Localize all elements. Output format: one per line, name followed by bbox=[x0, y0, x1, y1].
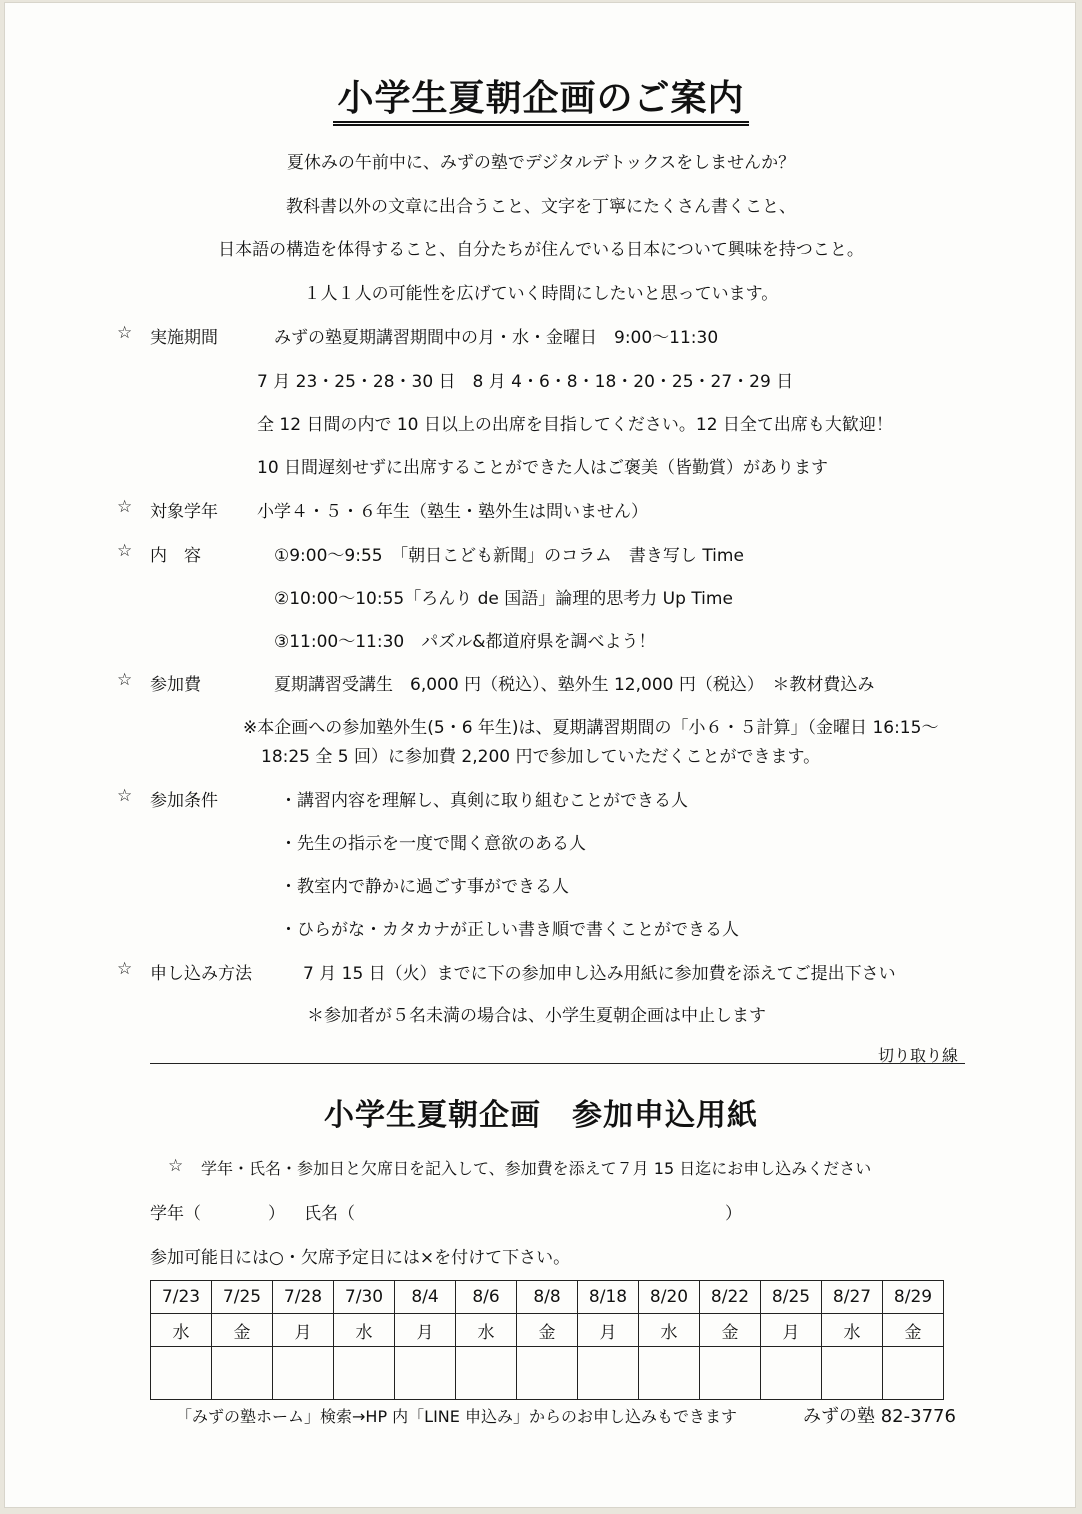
name-label: 氏名（ bbox=[304, 1204, 355, 1224]
date-cell: 8/20 bbox=[639, 1281, 700, 1314]
mark-cell[interactable] bbox=[883, 1347, 944, 1400]
date-cell: 8/27 bbox=[822, 1281, 883, 1314]
content-line-1: ①9:00～9:55 「朝日こども新聞」のコラム 書き写し Time bbox=[274, 546, 744, 566]
conditions-label: 参加条件 bbox=[150, 791, 218, 811]
date-cell: 7/30 bbox=[334, 1281, 395, 1314]
content-label: 内 容 bbox=[150, 546, 201, 566]
date-cell: 8/8 bbox=[517, 1281, 578, 1314]
weekday-cell: 月 bbox=[761, 1314, 822, 1347]
fee-line-2: ※本企画への参加塾外生(5・6 年生)は、夏期講習期間の「小６・５計算」（金曜日 16:15～ bbox=[243, 718, 939, 738]
date-cell: 7/25 bbox=[212, 1281, 273, 1314]
weekday-cell: 月 bbox=[395, 1314, 456, 1347]
fee-label: 参加費 bbox=[150, 675, 201, 695]
conditions-line-4: ・ひらがな・カタカナが正しい書き順で書くことができる人 bbox=[280, 920, 739, 940]
name-close: ） bbox=[725, 1204, 742, 1224]
mark-cell[interactable] bbox=[761, 1347, 822, 1400]
mark-cell[interactable] bbox=[395, 1347, 456, 1400]
mark-cell[interactable] bbox=[334, 1347, 395, 1400]
period-label: 実施期間 bbox=[150, 328, 218, 348]
weekday-cell: 水 bbox=[151, 1314, 212, 1347]
mark-cell[interactable] bbox=[639, 1347, 700, 1400]
cut-line-label: 切り取り線 bbox=[878, 1046, 959, 1065]
footer-contact: みずの塾 82-3776 bbox=[803, 1406, 956, 1427]
intro-line-4: １人１人の可能性を広げていく時間にしたいと思っています。 bbox=[303, 284, 779, 304]
content-line-2: ②10:00～10:55「ろんり de 国語」論理的思考力 Up Time bbox=[274, 589, 733, 609]
mark-row bbox=[151, 1347, 944, 1400]
fee-line-1: 夏期講習受講生 6,000 円（税込）、塾外生 12,000 円（税込） ＊教材費込み bbox=[274, 675, 875, 695]
weekday-cell: 水 bbox=[456, 1314, 517, 1347]
page-title: 小学生夏朝企画のご案内 bbox=[0, 70, 1082, 121]
star-icon: ☆ bbox=[117, 541, 133, 561]
date-cell: 8/4 bbox=[395, 1281, 456, 1314]
attendance-table bbox=[150, 1280, 944, 1400]
weekday-cell: 水 bbox=[334, 1314, 395, 1347]
weekday-cell: 月 bbox=[273, 1314, 334, 1347]
weekday-cell: 水 bbox=[639, 1314, 700, 1347]
weekday-cell: 水 bbox=[822, 1314, 883, 1347]
conditions-line-1: ・講習内容を理解し、真剣に取り組むことができる人 bbox=[280, 791, 688, 811]
weekday-cell: 月 bbox=[578, 1314, 639, 1347]
date-cell: 8/29 bbox=[883, 1281, 944, 1314]
apply-line-2: ＊参加者が５名未満の場合は、小学生夏朝企画は中止します bbox=[307, 1006, 766, 1026]
mark-cell[interactable] bbox=[151, 1347, 212, 1400]
mark-cell[interactable] bbox=[578, 1347, 639, 1400]
weekday-cell: 金 bbox=[517, 1314, 578, 1347]
intro-line-3: 日本語の構造を体得すること、自分たちが住んでいる日本について興味を持つこと。 bbox=[218, 240, 864, 260]
cut-line bbox=[150, 1063, 965, 1064]
mark-instruction: 参加可能日には○・欠席予定日には×を付けて下さい。 bbox=[150, 1248, 571, 1268]
period-line-3: 全 12 日間の内で 10 日以上の出席を目指してください。12 日全て出席も大歓迎！ bbox=[257, 415, 893, 435]
mark-cell[interactable] bbox=[700, 1347, 761, 1400]
intro-line-1: 夏休みの午前中に、みずの塾でデジタルデトックスをしませんか？ bbox=[286, 153, 796, 173]
mark-cell[interactable] bbox=[456, 1347, 517, 1400]
grade-field[interactable] bbox=[203, 1199, 265, 1221]
apply-label: 申し込み方法 bbox=[150, 964, 252, 984]
star-icon: ☆ bbox=[117, 497, 133, 517]
star-icon: ☆ bbox=[117, 959, 133, 979]
date-cell: 8/18 bbox=[578, 1281, 639, 1314]
fee-line-3: 18:25 全 5 回）に参加費 2,200 円で参加していただくことができます。 bbox=[261, 747, 821, 767]
star-icon: ☆ bbox=[117, 786, 133, 806]
name-field[interactable] bbox=[358, 1199, 720, 1221]
star-icon: ☆ bbox=[117, 323, 133, 343]
intro-line-2: 教科書以外の文章に出合うこと、文字を丁寧にたくさん書くこと、 bbox=[286, 197, 796, 217]
date-cell: 8/22 bbox=[700, 1281, 761, 1314]
grade-label: 学年（ bbox=[150, 1204, 201, 1224]
date-cell: 7/23 bbox=[151, 1281, 212, 1314]
weekday-row bbox=[151, 1314, 944, 1347]
apply-line-1: 7 月 15 日（火）までに下の参加申し込み用紙に参加費を添えてご提出下さい bbox=[303, 964, 896, 984]
weekday-cell: 金 bbox=[212, 1314, 273, 1347]
date-cell: 8/25 bbox=[761, 1281, 822, 1314]
period-line-4: 10 日間遅刻せずに出席することができた人はご褒美（皆勤賞）があります bbox=[257, 458, 829, 478]
star-icon: ☆ bbox=[117, 670, 133, 690]
mark-cell[interactable] bbox=[273, 1347, 334, 1400]
period-line-2: 7 月 23・25・28・30 日 8 月 4・6・8・18・20・25・27・29 日 bbox=[257, 372, 794, 392]
conditions-line-3: ・教室内で静かに過ごす事ができる人 bbox=[280, 877, 569, 897]
conditions-line-2: ・先生の指示を一度で聞く意欲のある人 bbox=[280, 834, 586, 854]
date-cell: 8/6 bbox=[456, 1281, 517, 1314]
weekday-cell: 金 bbox=[883, 1314, 944, 1347]
grade-close: ） bbox=[268, 1204, 285, 1224]
mark-cell[interactable] bbox=[822, 1347, 883, 1400]
mark-cell[interactable] bbox=[517, 1347, 578, 1400]
weekday-cell: 金 bbox=[700, 1314, 761, 1347]
date-row bbox=[151, 1281, 944, 1314]
star-icon: ☆ bbox=[168, 1156, 184, 1176]
form-title: 小学生夏朝企画 参加申込用紙 bbox=[324, 1098, 758, 1133]
mark-cell[interactable] bbox=[212, 1347, 273, 1400]
footer-note: 「みずの塾ホーム」検索→HP 内「LINE 申込み」からのお申し込みもできます bbox=[176, 1407, 737, 1426]
period-line-1: みずの塾夏期講習期間中の月・水・金曜日 9:00～11:30 bbox=[274, 328, 719, 348]
form-instruction: 学年・氏名・参加日と欠席日を記入して、参加費を添えて７月 15 日迄にお申し込みください bbox=[201, 1159, 872, 1178]
target-label: 対象学年 bbox=[150, 502, 218, 522]
target-line-1: 小学４・５・６年生（塾生・塾外生は問いません） bbox=[257, 502, 648, 522]
date-cell: 7/28 bbox=[273, 1281, 334, 1314]
content-line-3: ③11:00～11:30 パズル&都道府県を調べよう！ bbox=[274, 632, 656, 652]
